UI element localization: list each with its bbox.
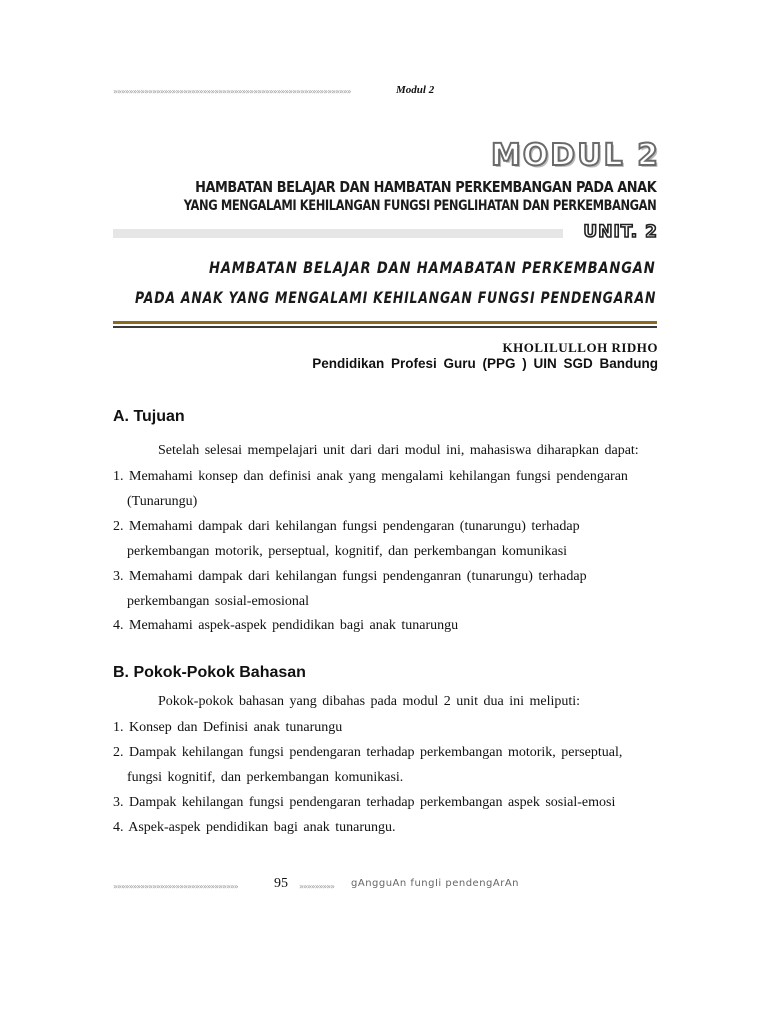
list-item: 2. Dampak kehilangan fungsi pendengaran terhadap perkembangan motorik, perseptual, — [113, 745, 623, 760]
module-subtitle-line2: YANG MENGALAMI KEHILANGAN FUNGSI PENGLIHATAN DAN PERKEMBANGAN — [183, 198, 656, 214]
list-item: perkembangan motorik, perseptual, kognitif, dan perkembangan komunikasi — [127, 544, 568, 559]
section-b-heading: B. Pokok-Pokok Bahasan — [113, 664, 306, 681]
footer-ornament-mid: »»»»»»»»» — [299, 882, 335, 891]
unit-title-line1: HAMBATAN BELAJAR DAN HAMABATAN PERKEMBANGAN — [209, 258, 656, 277]
footer-ornament-left: »»»»»»»»»»»»»»»»»»»»»»»»»»»»»»»» — [113, 882, 238, 891]
unit-label: UNIT. 2 — [583, 222, 658, 242]
author-institution: Pendidikan Profesi Guru (PPG ) UIN SGD Bandung — [312, 356, 658, 371]
divider-gold — [113, 321, 657, 324]
header-ornament: »»»»»»»»»»»»»»»»»»»»»»»»»»»»»»»»»»»»»»»»»»»»»»»»»»»»»»»»»»»»» — [113, 87, 351, 96]
list-item: fungsi kognitif, dan perkembangan komunikasi. — [127, 770, 404, 785]
header-module-label: Modul 2 — [396, 84, 435, 96]
section-b-intro: Pokok-pokok bahasan yang dibahas pada modul 2 unit dua ini meliputi: — [158, 694, 581, 709]
unit-bar — [113, 229, 563, 238]
module-subtitle-line1: HAMBATAN BELAJAR DAN HAMBATAN PERKEMBANGAN PADA ANAK — [194, 178, 656, 196]
list-item: 2. Memahami dampak dari kehilangan fungsi pendengaran (tunarungu) terhadap — [113, 519, 580, 534]
list-item: 1. Konsep dan Definisi anak tunarungu — [113, 720, 343, 735]
section-a-intro: Setelah selesai mempelajari unit dari dari modul ini, mahasiswa diharapkan dapat: — [158, 443, 639, 458]
module-title: MODUL 2 — [490, 138, 660, 173]
page-number: 95 — [274, 876, 288, 891]
section-a-heading: A. Tujuan — [113, 408, 185, 425]
list-item: (Tunarungu) — [127, 494, 198, 509]
unit-title-line2: PADA ANAK YANG MENGALAMI KEHILANGAN FUNGSI PENDENGARAN — [134, 288, 656, 307]
list-item: 4. Memahami aspek-aspek pendidikan bagi anak tunarungu — [113, 618, 459, 633]
list-item: 1. Memahami konsep dan definisi anak yang mengalami kehilangan fungsi pendengaran — [113, 469, 628, 484]
list-item: 3. Dampak kehilangan fungsi pendengaran terhadap perkembangan aspek sosial-emosi — [113, 795, 616, 810]
list-item: 4. Aspek-aspek pendidikan bagi anak tunarungu. — [113, 820, 396, 835]
list-item: 3. Memahami dampak dari kehilangan fungsi pendenganran (tunarungu) terhadap — [113, 569, 587, 584]
running-title: gAngguAn fungIi pendengArAn — [351, 878, 520, 889]
author-name: KHOLILULLOH RIDHO — [502, 340, 658, 355]
list-item: perkembangan sosial-emosional — [127, 594, 310, 609]
divider-dark — [113, 326, 657, 328]
